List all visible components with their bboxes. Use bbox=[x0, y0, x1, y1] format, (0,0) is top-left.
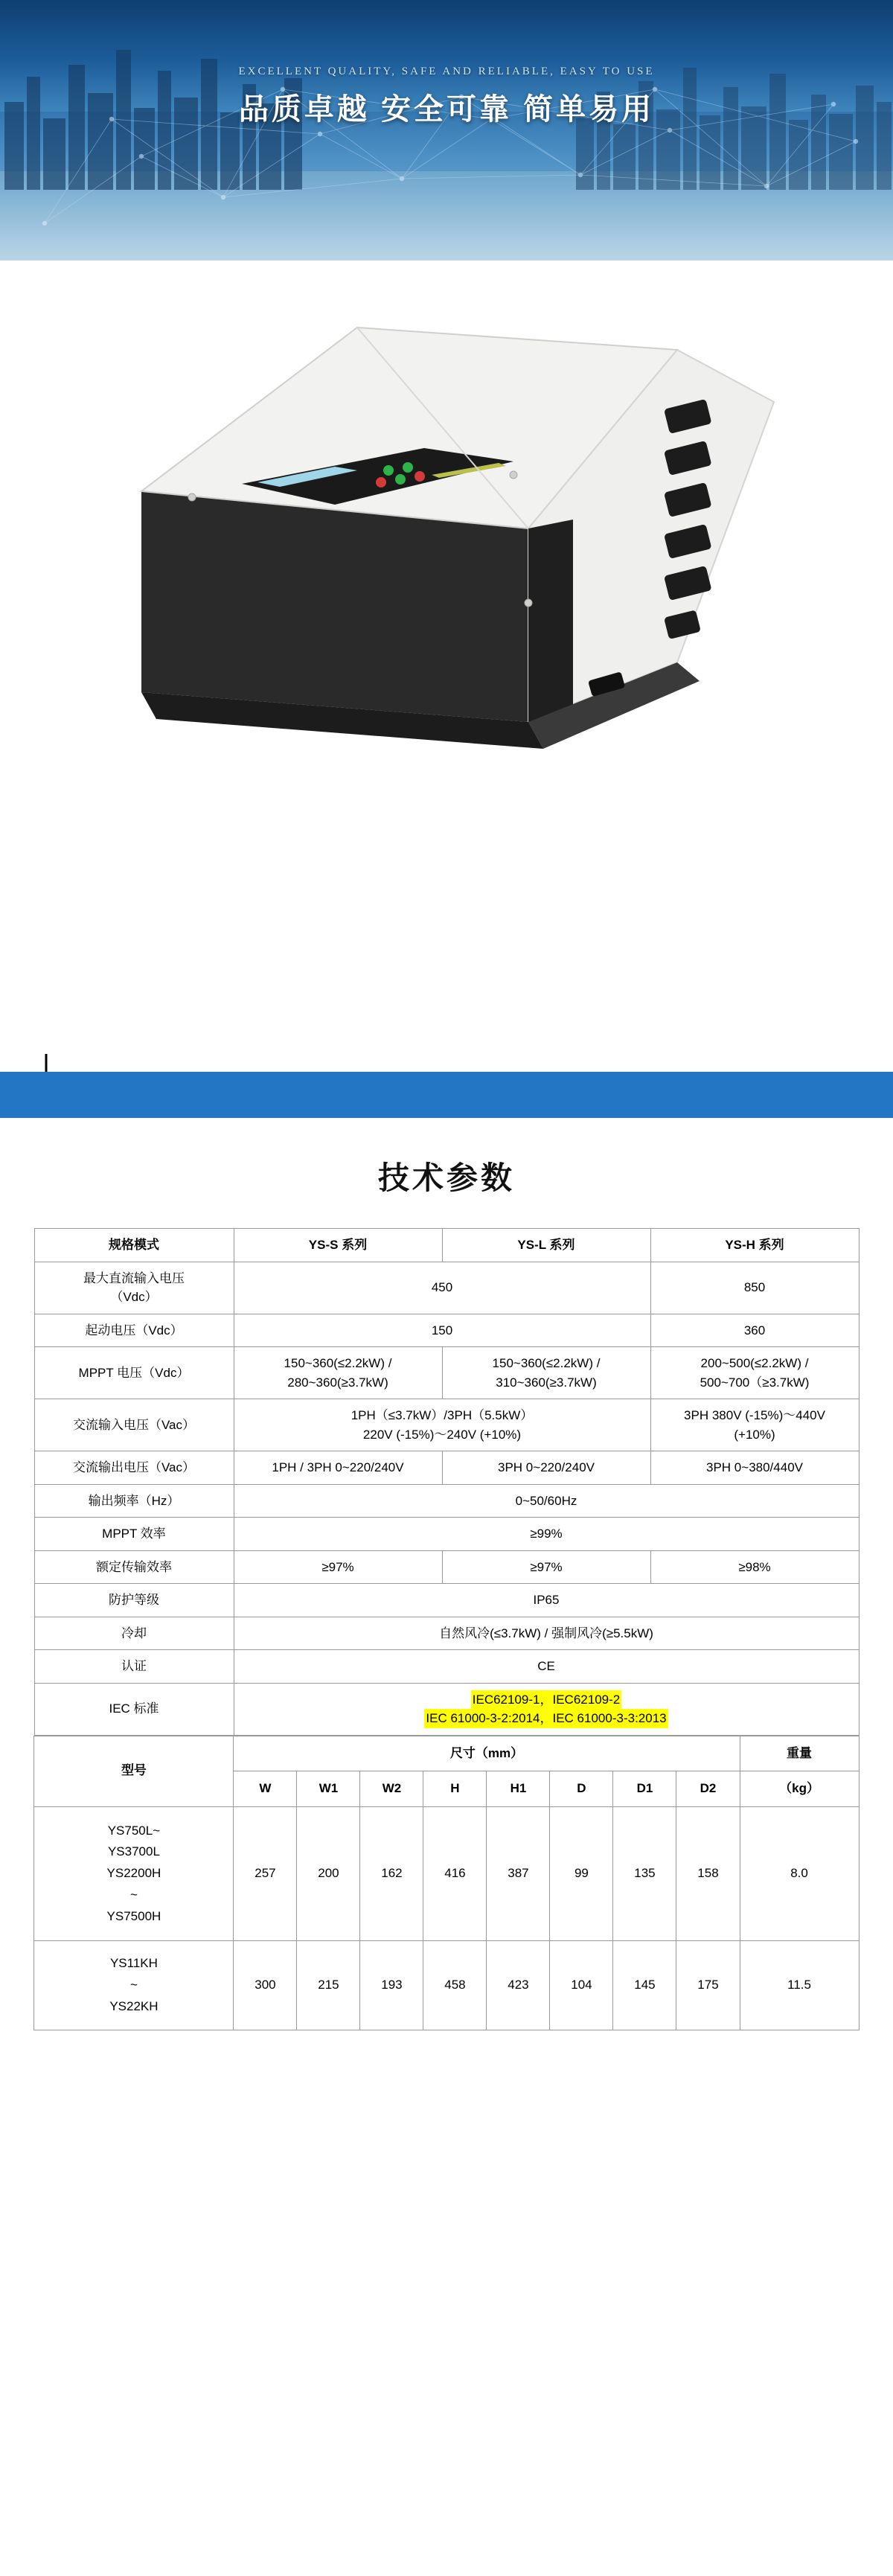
table-row bbox=[34, 1347, 859, 1399]
dim-value: 423 bbox=[487, 1941, 550, 2030]
dim-value: 193 bbox=[360, 1941, 423, 2030]
row-label: MPPT 效率 bbox=[34, 1518, 234, 1551]
dim-value: 215 bbox=[297, 1941, 360, 2030]
row-value: ≥97% bbox=[442, 1550, 650, 1584]
table-row bbox=[34, 1484, 859, 1518]
table-row bbox=[34, 1650, 859, 1684]
hero-english-tagline: EXCELLENT QUALITY, SAFE AND RELIABLE, EASY TO USE bbox=[238, 65, 655, 77]
iec-line-1: IEC62109-1，IEC62109-2 bbox=[471, 1690, 621, 1710]
model-line: ~ bbox=[129, 1888, 138, 1902]
hero-text bbox=[0, 65, 893, 128]
value-line1: 150~360(≤2.2kW) / bbox=[492, 1356, 601, 1370]
row-value bbox=[234, 1347, 442, 1399]
row-value: 0~50/60Hz bbox=[234, 1484, 859, 1518]
spec-section bbox=[0, 1118, 893, 2060]
dim-value: 416 bbox=[423, 1807, 487, 1941]
value-line2: 280~360(≥3.7kW) bbox=[287, 1375, 388, 1390]
dim-weight: 11.5 bbox=[740, 1941, 859, 2030]
col-header-ys-s: YS-S 系列 bbox=[234, 1229, 442, 1262]
row-value: 360 bbox=[650, 1314, 859, 1347]
row-value bbox=[650, 1399, 859, 1451]
spec-table bbox=[34, 1228, 860, 1736]
value-line2: 220V (-15%)～240V (+10%) bbox=[362, 1427, 522, 1442]
row-value: 自然风冷(≤3.7kW) / 强制风冷(≥5.5kW) bbox=[234, 1617, 859, 1650]
table-row bbox=[34, 1550, 859, 1584]
value-line2: 500~700（≥3.7kW) bbox=[700, 1375, 810, 1390]
table-row bbox=[34, 1584, 859, 1617]
row-label: 冷却 bbox=[34, 1617, 234, 1650]
row-value: 850 bbox=[650, 1262, 859, 1314]
spec-title: 技术参数 bbox=[377, 1160, 515, 1195]
row-value bbox=[234, 1399, 650, 1451]
table-row bbox=[34, 1941, 859, 2030]
row-value: ≥98% bbox=[650, 1550, 859, 1584]
row-value-iec bbox=[234, 1683, 859, 1735]
dim-value: 257 bbox=[234, 1807, 297, 1941]
value-line1: 150~360(≤2.2kW) / bbox=[284, 1356, 392, 1370]
network-overlay-icon bbox=[0, 0, 893, 261]
col-header-size: 尺寸（mm） bbox=[234, 1736, 740, 1771]
model-line: YS11KH bbox=[109, 1956, 158, 1971]
row-label-iec: IEC 标准 bbox=[34, 1683, 234, 1735]
col-header-ys-h: YS-H 系列 bbox=[650, 1229, 859, 1262]
product-photo-section bbox=[0, 261, 893, 1072]
dim-value: 158 bbox=[676, 1807, 740, 1941]
table-row bbox=[34, 1262, 859, 1314]
model-line: YS7500H bbox=[106, 1909, 161, 1924]
row-value: 450 bbox=[234, 1262, 650, 1314]
iec-line-2: IEC 61000-3-2:2014，IEC 61000-3-3:2013 bbox=[424, 1709, 668, 1728]
col-header-d: D bbox=[550, 1771, 613, 1807]
value-line2: 310~360(≥3.7kW) bbox=[496, 1375, 597, 1390]
row-label: 额定传输效率 bbox=[34, 1550, 234, 1584]
value-line1: 1PH（≤3.7kW）/3PH（5.5kW） bbox=[351, 1408, 534, 1422]
table-row-iec bbox=[34, 1683, 859, 1735]
table-row bbox=[34, 1399, 859, 1451]
table-header-row bbox=[34, 1229, 859, 1262]
col-header-mode: 规格模式 bbox=[34, 1229, 234, 1262]
row-label: 交流输出电压（Vac） bbox=[34, 1451, 234, 1485]
row-value: 3PH 0~380/440V bbox=[650, 1451, 859, 1485]
model-line: YS750L~ bbox=[107, 1823, 161, 1838]
col-header-weight: 重量 bbox=[740, 1736, 859, 1771]
col-header-d1: D1 bbox=[613, 1771, 676, 1807]
value-line1: 200~500(≤2.2kW) / bbox=[700, 1356, 809, 1370]
col-header-d2: D2 bbox=[676, 1771, 740, 1807]
col-header-h: H bbox=[423, 1771, 487, 1807]
dim-value: 162 bbox=[360, 1807, 423, 1941]
dim-weight: 8.0 bbox=[740, 1807, 859, 1941]
blue-divider-bar bbox=[0, 1072, 893, 1118]
row-label: 认证 bbox=[34, 1650, 234, 1684]
row-value: 1PH / 3PH 0~220/240V bbox=[234, 1451, 442, 1485]
model-line: YS22KH bbox=[109, 1999, 159, 2014]
dim-value: 145 bbox=[613, 1941, 676, 2030]
col-header-weight-unit: （kg） bbox=[740, 1771, 859, 1807]
row-value: ≥99% bbox=[234, 1518, 859, 1551]
model-line: ~ bbox=[129, 1978, 138, 1992]
row-value: ≥97% bbox=[234, 1550, 442, 1584]
row-label: 输出频率（Hz） bbox=[34, 1484, 234, 1518]
col-header-model: 型号 bbox=[34, 1736, 234, 1807]
table-row bbox=[34, 1617, 859, 1650]
hero-chinese-tagline: 品质卓越 安全可靠 简单易用 bbox=[238, 93, 655, 126]
row-label: 交流输入电压（Vac） bbox=[34, 1399, 234, 1451]
col-header-w: W bbox=[234, 1771, 297, 1807]
dim-value: 300 bbox=[234, 1941, 297, 2030]
model-name bbox=[34, 1807, 234, 1941]
value-line1: 3PH 380V (-15%)～440V bbox=[684, 1408, 825, 1422]
row-value: CE bbox=[234, 1650, 859, 1684]
model-name bbox=[34, 1941, 234, 2030]
table-row bbox=[34, 1314, 859, 1347]
row-value: 150 bbox=[234, 1314, 650, 1347]
row-label bbox=[34, 1262, 234, 1314]
table-row bbox=[34, 1518, 859, 1551]
col-header-h1: H1 bbox=[487, 1771, 550, 1807]
row-label-line1: 最大直流输入电压 bbox=[83, 1271, 185, 1285]
product-device-image bbox=[112, 305, 781, 841]
row-value: IP65 bbox=[234, 1584, 859, 1617]
row-value bbox=[650, 1347, 859, 1399]
col-header-w1: W1 bbox=[297, 1771, 360, 1807]
model-line: YS2200H bbox=[106, 1866, 161, 1881]
col-header-w2: W2 bbox=[360, 1771, 423, 1807]
row-value: 3PH 0~220/240V bbox=[442, 1451, 650, 1485]
row-label: 起动电压（Vdc） bbox=[34, 1314, 234, 1347]
row-label: MPPT 电压（Vdc） bbox=[34, 1347, 234, 1399]
dim-value: 104 bbox=[550, 1941, 613, 2030]
dim-value: 387 bbox=[487, 1807, 550, 1941]
dim-value: 135 bbox=[613, 1807, 676, 1941]
row-label-line2: （Vdc） bbox=[110, 1290, 158, 1304]
dimension-table bbox=[33, 1736, 859, 2031]
col-header-ys-l: YS-L 系列 bbox=[442, 1229, 650, 1262]
row-value bbox=[442, 1347, 650, 1399]
dim-header-row bbox=[34, 1736, 859, 1771]
dim-value: 175 bbox=[676, 1941, 740, 2030]
dim-value: 99 bbox=[550, 1807, 613, 1941]
value-line2: (+10%) bbox=[734, 1427, 775, 1442]
dim-value: 200 bbox=[297, 1807, 360, 1941]
row-label: 防护等级 bbox=[34, 1584, 234, 1617]
model-line: YS3700L bbox=[107, 1844, 160, 1859]
hero-banner bbox=[0, 0, 893, 261]
dim-value: 458 bbox=[423, 1941, 487, 2030]
table-row bbox=[34, 1451, 859, 1485]
sine-wave-icon bbox=[30, 1049, 387, 1072]
table-row bbox=[34, 1807, 859, 1941]
